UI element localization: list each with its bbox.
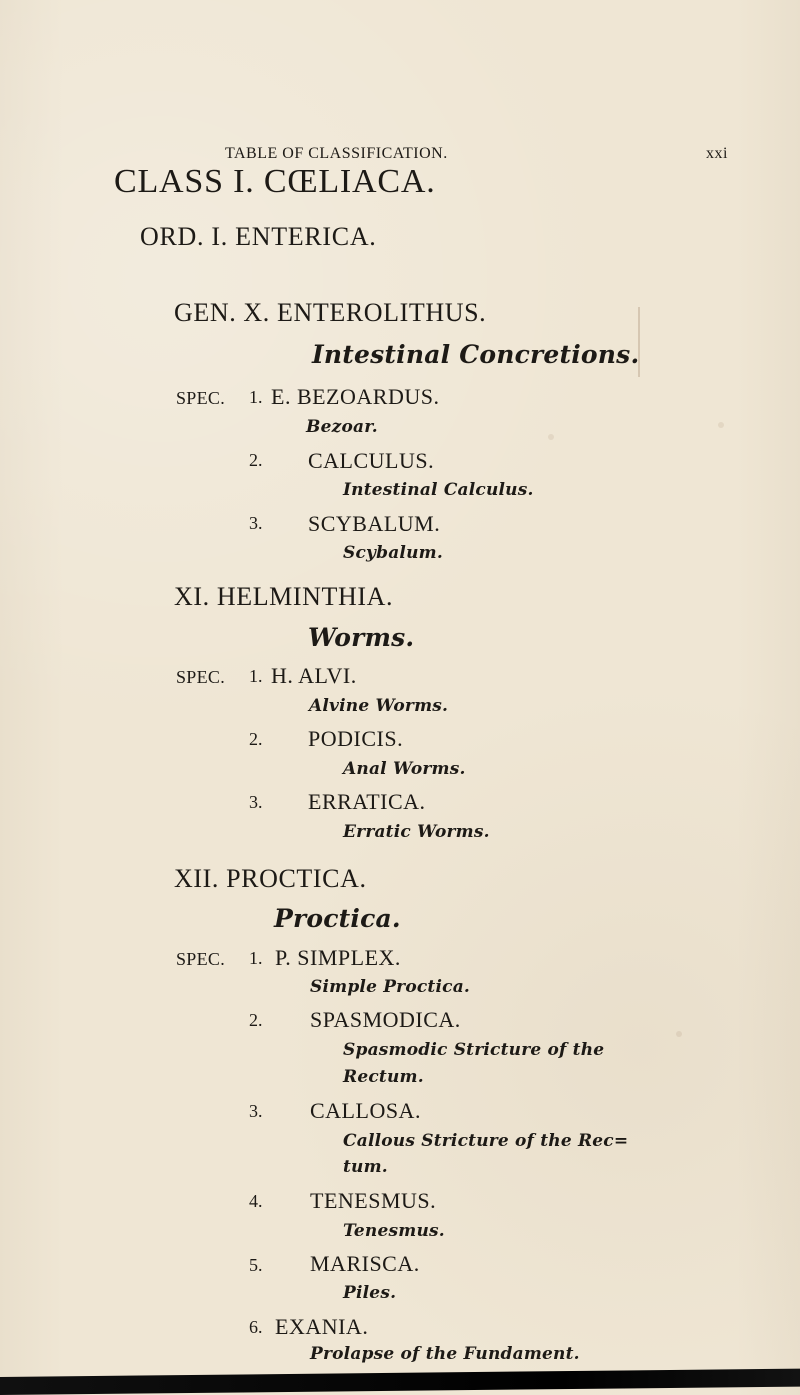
paper-spot: [676, 1031, 682, 1037]
class-title: CLASS I. CŒLIACA.: [114, 163, 436, 200]
species-number: 3.: [249, 792, 263, 812]
species-number: 2.: [249, 450, 263, 470]
species-number: 2.: [249, 1010, 263, 1030]
order-title: ORD. I. ENTERICA.: [140, 222, 377, 251]
species-number: 2.: [249, 729, 263, 749]
paper-spot: [718, 422, 724, 428]
species-english-name: Anal Worms.: [343, 759, 466, 779]
running-head-title: TABLE OF CLASSIFICATION.: [225, 145, 448, 162]
species-latin-name: ERRATICA.: [308, 789, 426, 814]
species-latin-name: EXANIA.: [275, 1314, 369, 1339]
genus-english-helminthia: Worms.: [308, 623, 415, 652]
genus-title-helminthia: XI. HELMINTHIA.: [174, 582, 394, 611]
species-english-name: Piles.: [343, 1283, 397, 1303]
species-english-name: Intestinal Calculus.: [343, 480, 534, 500]
page-bottom-shadow: [0, 1369, 800, 1395]
species-number: 1.: [249, 666, 263, 686]
species-number: 4.: [249, 1191, 263, 1211]
species-latin-name: E. BEZOARDUS.: [271, 384, 440, 409]
species-english-line: Rectum.: [343, 1067, 424, 1087]
genus-title-proctica: XII. PROCTICA.: [174, 864, 367, 893]
species-latin-name: P. SIMPLEX.: [275, 945, 401, 970]
species-latin-name: TENESMUS.: [310, 1188, 437, 1213]
species-number: 3.: [249, 513, 263, 533]
page-number: xxi: [706, 145, 728, 162]
genus-english-proctica: Proctica.: [274, 904, 401, 933]
spec-label-helminthia: SPEC.: [176, 667, 226, 687]
species-english-name: Scybalum.: [343, 543, 443, 563]
species-english-name: Tenesmus.: [343, 1221, 445, 1241]
species-english-name: Prolapse of the Fundament.: [310, 1344, 580, 1364]
species-english-line: tum.: [343, 1157, 388, 1177]
species-number: 1.: [249, 387, 263, 407]
spec-label-enterolithus: SPEC.: [176, 388, 226, 408]
genus-title-enterolithus: GEN. X. ENTEROLITHUS.: [174, 298, 487, 327]
species-english-name: Simple Proctica.: [310, 977, 471, 997]
species-number: 1.: [249, 948, 263, 968]
species-latin-name: H. ALVI.: [271, 663, 357, 688]
species-english-name: Erratic Worms.: [343, 822, 490, 842]
spec-label-proctica: SPEC.: [176, 949, 226, 969]
species-latin-name: CALLOSA.: [310, 1098, 421, 1123]
species-latin-name: MARISCA.: [310, 1251, 420, 1276]
species-english-name: Bezoar.: [306, 417, 378, 437]
species-number: 5.: [249, 1255, 263, 1275]
species-english-line: Spasmodic Stricture of the: [343, 1040, 605, 1060]
species-latin-name: PODICIS.: [308, 726, 404, 751]
species-latin-name: SCYBALUM.: [308, 511, 441, 536]
genus-english-enterolithus: Intestinal Concretions.: [312, 340, 640, 369]
species-number: 3.: [249, 1101, 263, 1121]
paper-spot: [548, 434, 554, 440]
species-english-name: Alvine Worms.: [309, 696, 449, 716]
species-latin-name: SPASMODICA.: [310, 1007, 461, 1032]
species-latin-name: CALCULUS.: [308, 448, 435, 473]
species-english-line: Callous Stricture of the Rec=: [343, 1131, 629, 1151]
species-number: 6.: [249, 1317, 263, 1337]
